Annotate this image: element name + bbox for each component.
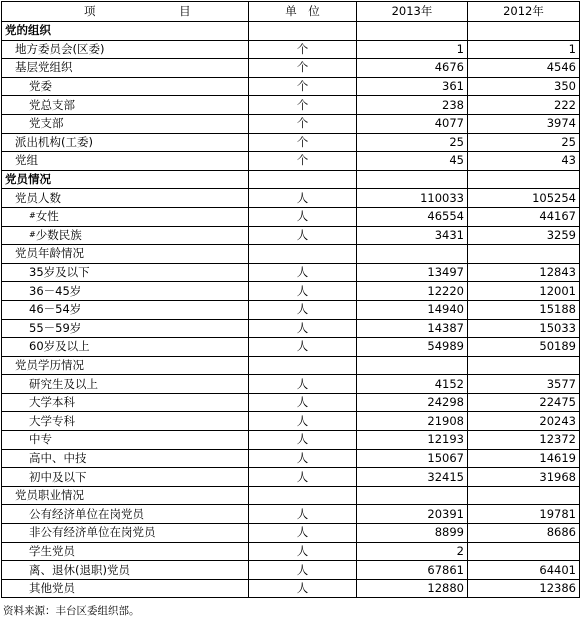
row-unit: 人 — [249, 393, 357, 412]
header-unit: 单 位 — [249, 2, 357, 22]
row-value-2012: 20243 — [468, 412, 580, 431]
row-label — [2, 22, 249, 41]
row-value-2013: 54989 — [357, 338, 468, 357]
row-value-2012: 3259 — [468, 226, 580, 245]
row-value-2012: 22475 — [468, 393, 580, 412]
table-row — [2, 40, 580, 59]
table-row — [2, 170, 580, 189]
row-unit: 人 — [249, 375, 357, 394]
row-label-text: 党员情况 — [5, 172, 51, 187]
row-label — [2, 282, 249, 301]
row-unit — [249, 356, 357, 375]
row-label-text: 女性 — [35, 209, 59, 224]
row-unit — [249, 486, 357, 505]
row-value-2013: 361 — [357, 77, 468, 96]
row-value-2013: 45 — [357, 152, 468, 171]
row-value-2013: 21908 — [357, 412, 468, 431]
row-label — [2, 245, 249, 264]
row-value-2013: 14940 — [357, 300, 468, 319]
row-unit: 个 — [249, 152, 357, 171]
row-value-2013 — [357, 22, 468, 41]
row-value-2012: 19781 — [468, 505, 580, 524]
row-unit: 人 — [249, 542, 357, 561]
row-unit: 人 — [249, 207, 357, 226]
row-value-2012: 12001 — [468, 282, 580, 301]
row-label-text: 党员学历情况 — [15, 357, 84, 372]
row-unit: 人 — [249, 189, 357, 208]
row-unit: 个 — [249, 96, 357, 115]
table-row — [2, 431, 580, 450]
row-unit: 人 — [249, 226, 357, 245]
table-row — [2, 152, 580, 171]
row-unit: 个 — [249, 40, 357, 59]
row-value-2013: 32415 — [357, 468, 468, 487]
table-row — [2, 505, 580, 524]
row-label-text: 党员年龄情况 — [15, 246, 84, 261]
row-unit: 人 — [249, 579, 357, 598]
table-row — [2, 59, 580, 78]
row-label-text: 党员职业情况 — [15, 488, 84, 503]
row-value-2012: 12372 — [468, 431, 580, 450]
table-row — [2, 114, 580, 133]
row-value-2013 — [357, 486, 468, 505]
row-unit: 人 — [249, 412, 357, 431]
row-value-2013: 24298 — [357, 393, 468, 412]
row-prefix-mark: # — [29, 229, 36, 239]
table-row — [2, 189, 580, 208]
row-label — [2, 207, 249, 226]
row-unit: 个 — [249, 114, 357, 133]
row-unit: 人 — [249, 505, 357, 524]
row-label-text: 初中及以下 — [29, 469, 87, 484]
row-label-text: 55－59岁 — [29, 320, 82, 335]
row-label — [2, 542, 249, 561]
row-value-2013: 4077 — [357, 114, 468, 133]
row-label — [2, 133, 249, 152]
row-label-text: 离、退休(退职)党员 — [29, 562, 130, 577]
table-body — [2, 22, 580, 598]
row-label-text: 46－54岁 — [29, 302, 82, 317]
table-header-row — [2, 2, 580, 22]
row-value-2012: 44167 — [468, 207, 580, 226]
row-label — [2, 114, 249, 133]
row-value-2012: 3577 — [468, 375, 580, 394]
row-value-2013 — [357, 170, 468, 189]
row-label-text: 非公有经济单位在岗党员 — [29, 525, 156, 540]
table-row — [2, 542, 580, 561]
row-label-text: 派出机构(工委) — [15, 134, 93, 149]
row-label-text: 35岁及以下 — [29, 265, 90, 280]
row-unit — [249, 170, 357, 189]
row-unit — [249, 22, 357, 41]
row-value-2013: 3431 — [357, 226, 468, 245]
row-value-2012: 14619 — [468, 449, 580, 468]
row-label-text: 60岁及以上 — [29, 339, 90, 354]
table-row — [2, 393, 580, 412]
header-item-left: 项 — [84, 4, 96, 18]
row-value-2012: 43 — [468, 152, 580, 171]
table-row — [2, 468, 580, 487]
row-value-2013: 12220 — [357, 282, 468, 301]
row-value-2013: 12880 — [357, 579, 468, 598]
table-row — [2, 561, 580, 580]
row-value-2012 — [468, 170, 580, 189]
row-value-2013: 13497 — [357, 263, 468, 282]
row-label — [2, 375, 249, 394]
table-row — [2, 412, 580, 431]
table-row — [2, 22, 580, 41]
row-label-text: 党委 — [29, 79, 52, 94]
table-row — [2, 319, 580, 338]
row-unit: 个 — [249, 59, 357, 78]
row-label — [2, 96, 249, 115]
row-label — [2, 263, 249, 282]
table-row — [2, 263, 580, 282]
table-row — [2, 338, 580, 357]
row-value-2013: 14387 — [357, 319, 468, 338]
row-unit: 人 — [249, 282, 357, 301]
row-label — [2, 505, 249, 524]
row-label-text: 党员人数 — [15, 190, 61, 205]
row-prefix-mark: # — [29, 211, 36, 221]
row-label — [2, 412, 249, 431]
row-value-2013: 4152 — [357, 375, 468, 394]
row-value-2012: 12843 — [468, 263, 580, 282]
row-value-2013: 25 — [357, 133, 468, 152]
row-label-text: 基层党组织 — [15, 60, 73, 75]
header-2013: 2013年 — [357, 2, 468, 22]
row-value-2013: 8899 — [357, 524, 468, 543]
row-label-text: 大学专科 — [29, 413, 75, 428]
row-label-text: 党组 — [15, 153, 38, 168]
row-value-2013: 15067 — [357, 449, 468, 468]
row-value-2013: 1 — [357, 40, 468, 59]
row-unit: 人 — [249, 431, 357, 450]
statistics-table-container — [1, 1, 579, 598]
row-value-2013: 67861 — [357, 561, 468, 580]
table-row — [2, 226, 580, 245]
row-value-2013: 4676 — [357, 59, 468, 78]
row-value-2013: 46554 — [357, 207, 468, 226]
row-value-2012 — [468, 356, 580, 375]
row-unit: 个 — [249, 77, 357, 96]
row-value-2012: 3974 — [468, 114, 580, 133]
row-value-2012 — [468, 542, 580, 561]
row-value-2012: 8686 — [468, 524, 580, 543]
row-label — [2, 77, 249, 96]
row-unit: 人 — [249, 300, 357, 319]
row-label — [2, 226, 249, 245]
row-value-2012 — [468, 245, 580, 264]
table-row — [2, 486, 580, 505]
row-label — [2, 40, 249, 59]
table-row — [2, 449, 580, 468]
row-label-text: 学生党员 — [29, 543, 75, 558]
row-value-2013: 238 — [357, 96, 468, 115]
table-row — [2, 579, 580, 598]
row-value-2012: 12386 — [468, 579, 580, 598]
row-label-text: 党总支部 — [29, 97, 75, 112]
row-label — [2, 300, 249, 319]
row-label — [2, 356, 249, 375]
row-value-2012: 350 — [468, 77, 580, 96]
party-statistics-table — [1, 1, 580, 598]
row-label-text: 党的组织 — [5, 23, 51, 38]
table-row — [2, 524, 580, 543]
row-value-2013 — [357, 245, 468, 264]
row-label-text: 公有经济单位在岗党员 — [29, 506, 144, 521]
row-label-text: 高中、中技 — [29, 450, 87, 465]
row-label-text: 研究生及以上 — [29, 376, 98, 391]
row-label — [2, 152, 249, 171]
row-unit: 人 — [249, 524, 357, 543]
row-unit: 人 — [249, 561, 357, 580]
header-2012: 2012年 — [468, 2, 580, 22]
table-row — [2, 300, 580, 319]
row-unit: 人 — [249, 263, 357, 282]
row-label-text: 地方委员会(区委) — [15, 41, 105, 56]
row-unit: 人 — [249, 468, 357, 487]
row-value-2012 — [468, 22, 580, 41]
row-unit: 个 — [249, 133, 357, 152]
row-value-2012: 64401 — [468, 561, 580, 580]
table-row — [2, 282, 580, 301]
row-value-2012: 50189 — [468, 338, 580, 357]
table-row — [2, 133, 580, 152]
row-label — [2, 486, 249, 505]
row-label — [2, 170, 249, 189]
table-row — [2, 77, 580, 96]
row-label — [2, 449, 249, 468]
row-value-2012: 31968 — [468, 468, 580, 487]
row-value-2012: 222 — [468, 96, 580, 115]
row-label — [2, 189, 249, 208]
row-label — [2, 524, 249, 543]
row-label — [2, 468, 249, 487]
row-unit: 人 — [249, 449, 357, 468]
table-row — [2, 207, 580, 226]
header-item-right: 目 — [179, 4, 191, 18]
row-label-text: 大学本科 — [29, 395, 75, 410]
header-item — [2, 2, 249, 22]
row-label-text: 36－45岁 — [29, 283, 82, 298]
table-row — [2, 245, 580, 264]
row-value-2012: 15033 — [468, 319, 580, 338]
row-label — [2, 579, 249, 598]
row-value-2012: 1 — [468, 40, 580, 59]
row-label — [2, 319, 249, 338]
table-row — [2, 356, 580, 375]
row-value-2012: 25 — [468, 133, 580, 152]
row-label — [2, 431, 249, 450]
row-value-2012: 4546 — [468, 59, 580, 78]
row-unit — [249, 245, 357, 264]
table-row — [2, 375, 580, 394]
row-label — [2, 338, 249, 357]
row-label — [2, 393, 249, 412]
row-value-2013 — [357, 356, 468, 375]
row-value-2013: 110033 — [357, 189, 468, 208]
row-label — [2, 561, 249, 580]
row-unit: 人 — [249, 338, 357, 357]
table-row — [2, 96, 580, 115]
row-label-text: 党支部 — [29, 116, 64, 131]
row-value-2012: 105254 — [468, 189, 580, 208]
row-unit: 人 — [249, 319, 357, 338]
row-label-text: 少数民族 — [35, 227, 82, 242]
row-label — [2, 59, 249, 78]
row-value-2013: 20391 — [357, 505, 468, 524]
row-value-2013: 2 — [357, 542, 468, 561]
row-label-text: 中专 — [29, 432, 52, 447]
row-value-2012: 15188 — [468, 300, 580, 319]
source-note: 资料来源：丰台区委组织部。 — [3, 605, 140, 617]
row-value-2013: 12193 — [357, 431, 468, 450]
row-label-text: 其他党员 — [29, 581, 75, 596]
row-value-2012 — [468, 486, 580, 505]
